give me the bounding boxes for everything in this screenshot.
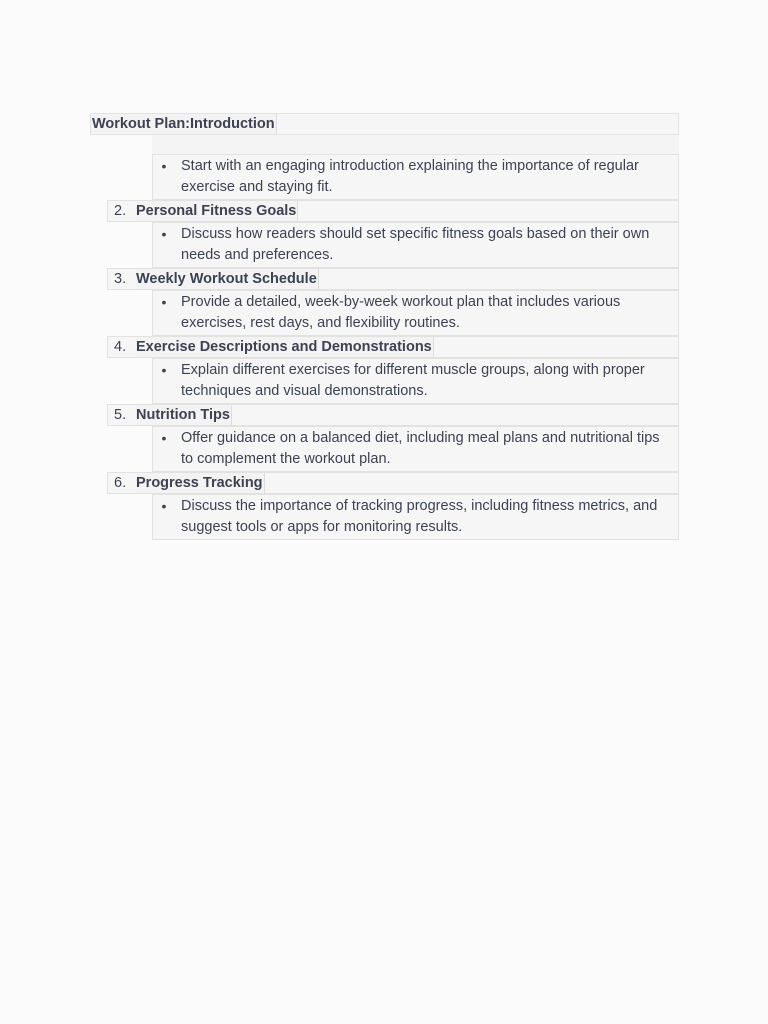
list-number: 3.: [114, 271, 127, 287]
bullet-icon: •: [161, 294, 167, 310]
bullet-text: Offer guidance on a balanced diet, including meal plans and nutritional tips to complement the workout plan.: [181, 430, 660, 467]
title-row: [90, 113, 679, 135]
section-heading-progress-tracking[interactable]: [107, 472, 679, 494]
section-heading-label: Exercise Descriptions and Demonstrations: [136, 339, 432, 355]
section-heading-label: Progress Tracking: [136, 475, 263, 491]
section-bullet-item[interactable]: [152, 494, 679, 540]
section-heading-nutrition-tips[interactable]: [107, 404, 679, 426]
bullet-text: Start with an engaging introduction explaining the importance of regular exercise and staying fit.: [181, 158, 639, 195]
empty-row: [152, 135, 679, 154]
document-title[interactable]: Workout Plan:Introduction: [92, 116, 275, 132]
section-heading-personal-fitness-goals[interactable]: [107, 200, 679, 222]
list-number: 4.: [114, 339, 127, 355]
bullet-icon: •: [161, 430, 167, 446]
section-heading-exercise-descriptions[interactable]: [107, 336, 679, 358]
bullet-text: Explain different exercises for different muscle groups, along with proper techniques and visual demonstrations.: [181, 362, 645, 399]
bullet-icon: •: [161, 362, 167, 378]
list-number: 2.: [114, 203, 127, 219]
bullet-text: Discuss how readers should set specific fitness goals based on their own needs and preferences.: [181, 226, 650, 263]
document-body: [90, 113, 679, 540]
bullet-text: Discuss the importance of tracking progress, including fitness metrics, and suggest tools or apps for monitoring results.: [181, 498, 658, 535]
section-heading-weekly-workout-schedule[interactable]: [107, 268, 679, 290]
bullet-text: Provide a detailed, week-by-week workout plan that includes various exercises, rest days, and flexibility routines.: [181, 294, 621, 331]
bullet-icon: •: [161, 498, 167, 514]
bullet-icon: •: [161, 158, 167, 174]
list-number: 5.: [114, 407, 127, 423]
bullet-icon: •: [161, 226, 167, 242]
section-heading-label: Weekly Workout Schedule: [136, 271, 317, 287]
section-bullet-item[interactable]: [152, 426, 679, 472]
section-heading-label: Personal Fitness Goals: [136, 203, 297, 219]
section-heading-label: Nutrition Tips: [136, 407, 230, 423]
section-bullet-item[interactable]: [152, 222, 679, 268]
list-number: 6.: [114, 475, 127, 491]
section-bullet-item[interactable]: [152, 290, 679, 336]
intro-bullet-item[interactable]: [152, 154, 679, 200]
section-bullet-item[interactable]: [152, 358, 679, 404]
